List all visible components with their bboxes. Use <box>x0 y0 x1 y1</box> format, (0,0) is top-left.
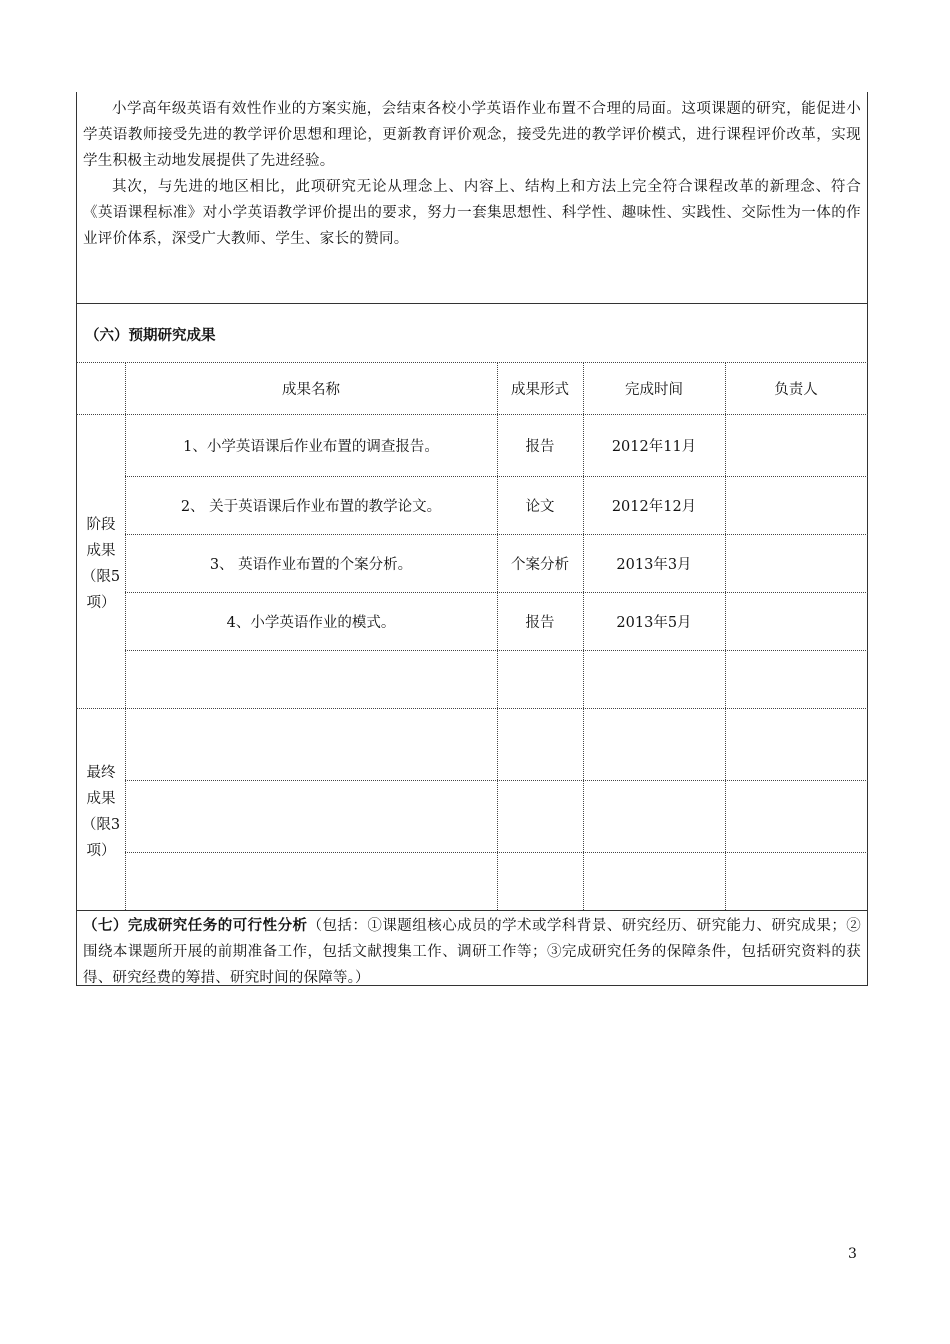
section-7-text <box>83 913 861 991</box>
stage-row-5-name <box>125 650 497 708</box>
stage-row-1-time: 2012年11月 <box>611 438 697 455</box>
stage-row-2-form: 论文 <box>525 498 555 515</box>
final-label-line: （限3 <box>81 817 121 833</box>
stage-row-4-name: 4、小学英语作业的模式。 <box>226 614 396 631</box>
section-7-block <box>76 910 868 986</box>
section-7-body: （包括：①课题组核心成员的学术或学科背景、研究经历、研究能力、研究成果；②围绕本课题所开展的前期准备工作，包括文献搜集工作、调研工作等；③完成研究任务的保障条件，包括研究资料的获得、研究经费的筹措、研究时间的保障等。） <box>83 918 861 986</box>
stage-row-1-name: 1、小学英语课后作业布置的调查报告。 <box>183 438 439 455</box>
final-label-line: 最终 <box>86 765 116 781</box>
stage-row-1-owner <box>725 414 867 476</box>
stage-row-4-time: 2013年5月 <box>616 614 692 631</box>
stage-row-3-time: 2013年3月 <box>616 556 692 573</box>
stage-row-3-form: 个案分析 <box>511 556 569 573</box>
header-owner: 负责人 <box>774 381 818 398</box>
header-form: 成果形式 <box>511 381 569 398</box>
final-label-line: 项） <box>86 843 116 859</box>
stage-row-4-form: 报告 <box>525 614 555 631</box>
stage-label-line: （限5 <box>81 569 121 585</box>
stage-final-divider <box>76 708 868 709</box>
intro-paragraph-2: 其次，与先进的地区相比，此项研究无论从理念上、内容上、结构上和方法上完全符合课程改革的新理念、符合《英语课程标准》对小学英语教学评价提出的要求，努力一套集思想性、科学性、趣味性、实践性、交际性为一体的作业评价体系，深受广大教师、学生、家长的赞同。 <box>83 179 861 247</box>
stage-row-1-form: 报告 <box>525 438 555 455</box>
table-right-border <box>867 362 868 910</box>
intro-text-block <box>76 92 868 304</box>
stage-row-2-time: 2012年12月 <box>611 498 697 515</box>
intro-paragraph-1: 小学高年级英语有效性作业的方案实施，会结束各校小学英语作业布置不合理的局面。这项课题的研究，能促进小学英语教师接受先进的教学评价思想和理论，更新教育评价观念，接受先进的教学评价模式，进行课程评价改革，实现学生积极主动地发展提供了先进经验。 <box>83 101 861 169</box>
stage-label-line: 阶段 <box>86 517 116 533</box>
stage-row-3-name: 3、 英语作业布置的个案分析。 <box>209 556 413 573</box>
stage-results-label <box>77 512 125 616</box>
stage-row-2-name: 2、 关于英语课后作业布置的教学论文。 <box>180 498 442 515</box>
stage-row-5-owner <box>725 650 867 708</box>
final-results-label <box>77 760 125 864</box>
section-6-title: （六）预期研究成果 <box>85 327 216 344</box>
page-number: 3 <box>848 1246 857 1262</box>
section-7-title: （七）完成研究任务的可行性分析 <box>83 917 308 934</box>
header-name: 成果名称 <box>282 381 340 398</box>
stage-row-5-form <box>497 650 583 708</box>
stage-row-4-owner <box>725 592 867 650</box>
section-6-header <box>76 304 868 362</box>
stage-row-2-owner <box>725 476 867 534</box>
stage-label-line: 成果 <box>86 543 116 559</box>
stage-row-5-time <box>583 650 725 708</box>
final-label-line: 成果 <box>86 791 116 807</box>
header-time: 完成时间 <box>625 381 683 398</box>
stage-label-line: 项） <box>86 595 116 611</box>
stage-row-3-owner <box>725 534 867 592</box>
